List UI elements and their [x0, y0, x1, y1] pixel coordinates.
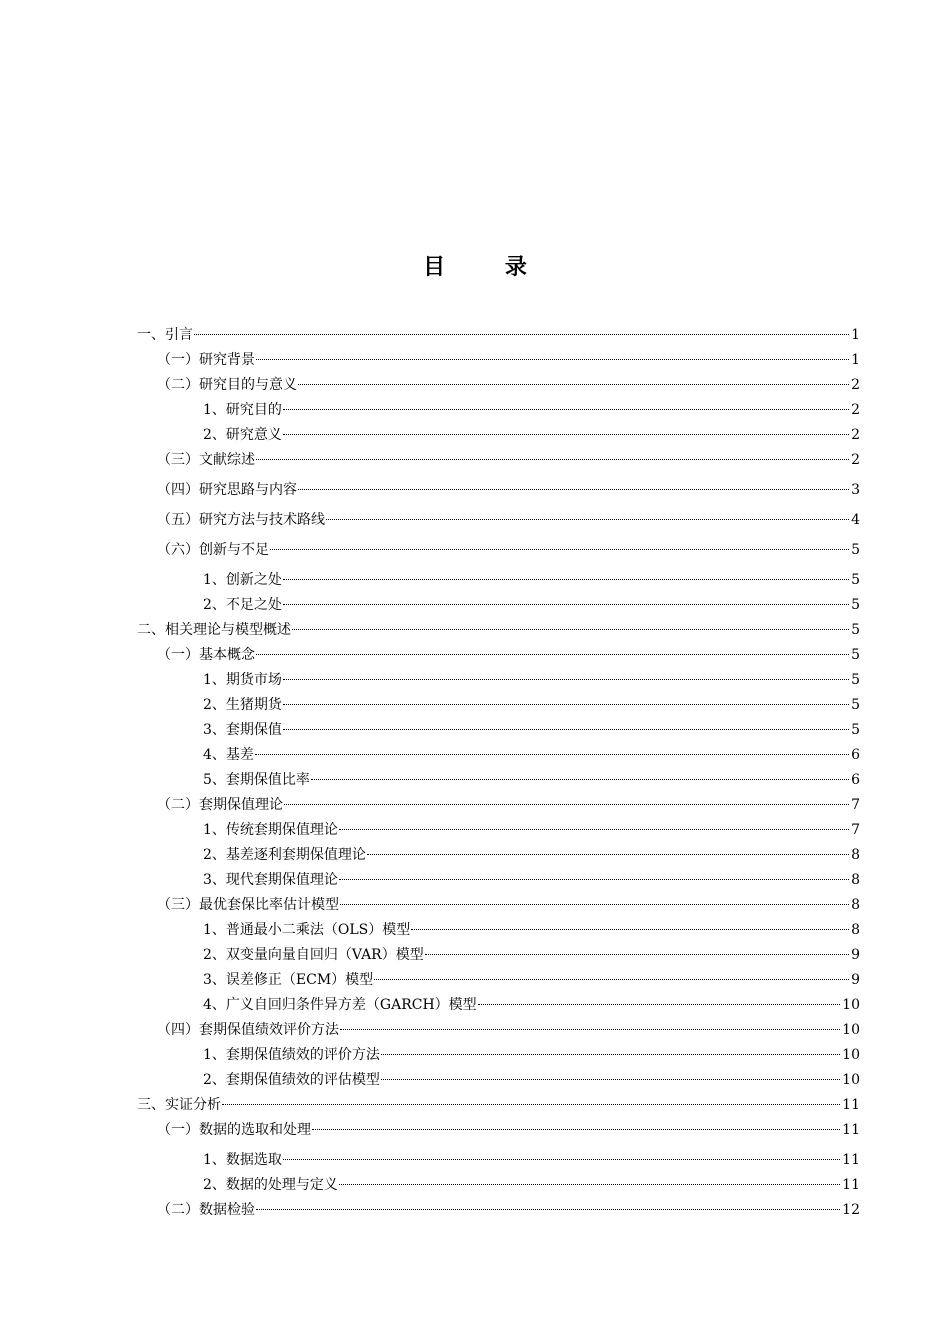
- dot-leader: [284, 803, 849, 805]
- toc-entry-page-number: 11: [842, 1177, 860, 1193]
- dot-leader: [283, 728, 849, 730]
- toc-entry[interactable]: [203, 1071, 860, 1089]
- toc-entry-label: 2、研究意义: [203, 427, 282, 443]
- toc-entry-label: 1、创新之处: [203, 572, 282, 588]
- toc-entry[interactable]: [203, 746, 860, 764]
- dot-leader: [256, 358, 849, 360]
- toc-entry-label: （六）创新与不足: [157, 542, 269, 558]
- toc-entry[interactable]: [157, 896, 860, 914]
- toc-entry-page-number: 8: [851, 872, 860, 888]
- dot-leader: [311, 778, 849, 780]
- dot-leader: [283, 603, 849, 605]
- toc-entry[interactable]: [157, 1021, 860, 1039]
- dot-leader: [367, 853, 849, 855]
- toc-entry-label: （四）套期保值绩效评价方法: [157, 1022, 339, 1038]
- toc-entry-label: 2、不足之处: [203, 597, 282, 613]
- toc-entry-label: 二、相关理论与模型概述: [137, 622, 291, 638]
- toc-entry-label: 1、研究目的: [203, 402, 282, 418]
- toc-entry-label: （二）数据检验: [157, 1202, 255, 1218]
- toc-entry-label: （四）研究思路与内容: [157, 482, 297, 498]
- toc-entry[interactable]: [157, 481, 860, 499]
- toc-entry-label: 一、引言: [137, 327, 193, 343]
- toc-entry-label: 2、生猪期货: [203, 697, 282, 713]
- toc-entry-label: 3、现代套期保值理论: [203, 872, 338, 888]
- toc-entry[interactable]: [137, 621, 860, 639]
- toc-entry[interactable]: [203, 596, 860, 614]
- toc-entry-label: 4、基差: [203, 747, 254, 763]
- toc-entry-page-number: 6: [851, 772, 860, 788]
- dot-leader: [222, 1103, 840, 1105]
- toc-entry-label: （二）套期保值理论: [157, 797, 283, 813]
- toc-entry-page-number: 12: [842, 1202, 860, 1218]
- dot-leader: [425, 953, 849, 955]
- toc-entry-page-number: 11: [842, 1152, 860, 1168]
- toc-entry-label: （一）基本概念: [157, 647, 255, 663]
- dot-leader: [255, 753, 849, 755]
- toc-entry-label: （三）文献综述: [157, 452, 255, 468]
- toc-entry-label: 2、基差逐利套期保值理论: [203, 847, 366, 863]
- toc-entry[interactable]: [157, 646, 860, 664]
- toc-entry-page-number: 8: [851, 847, 860, 863]
- dot-leader: [283, 703, 849, 705]
- toc-entry-page-number: 8: [851, 897, 860, 913]
- dot-leader: [340, 903, 849, 905]
- toc-entry[interactable]: [157, 451, 860, 469]
- toc-entry[interactable]: [203, 821, 860, 839]
- toc-entry-label: 3、套期保值: [203, 722, 282, 738]
- toc-entry[interactable]: [157, 541, 860, 559]
- toc-entry[interactable]: [203, 1151, 860, 1169]
- toc-entry-page-number: 5: [851, 572, 860, 588]
- toc-entry-label: 2、数据的处理与定义: [203, 1177, 338, 1193]
- toc-entry[interactable]: [203, 401, 860, 419]
- toc-entry[interactable]: [203, 1046, 860, 1064]
- dot-leader: [270, 548, 849, 550]
- toc-entry[interactable]: [203, 1176, 860, 1194]
- dot-leader: [339, 1183, 840, 1185]
- toc-entry-page-number: 2: [851, 427, 860, 443]
- dot-leader: [326, 518, 849, 520]
- toc-entry[interactable]: [203, 996, 860, 1014]
- toc-entry[interactable]: [157, 1201, 860, 1219]
- toc-entry[interactable]: [203, 426, 860, 444]
- toc-entry-label: 1、普通最小二乘法（OLS）模型: [203, 922, 411, 938]
- dot-leader: [283, 578, 849, 580]
- dot-leader: [298, 488, 849, 490]
- dot-leader: [340, 1028, 840, 1030]
- toc-entry-page-number: 10: [842, 997, 860, 1013]
- dot-leader: [478, 1003, 841, 1005]
- toc-entry-page-number: 2: [851, 402, 860, 418]
- dot-leader: [339, 878, 849, 880]
- toc-entry-page-number: 7: [851, 797, 860, 813]
- dot-leader: [283, 433, 849, 435]
- toc-entry[interactable]: [157, 351, 860, 369]
- toc-entry-page-number: 5: [851, 597, 860, 613]
- dot-leader: [256, 458, 849, 460]
- toc-entry-page-number: 9: [851, 947, 860, 963]
- toc-entry[interactable]: [203, 671, 860, 689]
- toc-entry-page-number: 8: [851, 922, 860, 938]
- toc-entry-page-number: 5: [851, 697, 860, 713]
- toc-entry[interactable]: [203, 696, 860, 714]
- dot-leader: [256, 1208, 840, 1210]
- toc-entry-label: （一）研究背景: [157, 352, 255, 368]
- toc-entry[interactable]: [203, 871, 860, 889]
- dot-leader: [381, 1053, 840, 1055]
- toc-entry-label: （一）数据的选取和处理: [157, 1122, 311, 1138]
- toc-entry-label: （三）最优套保比率估计模型: [157, 897, 339, 913]
- toc-entry-label: 1、期货市场: [203, 672, 282, 688]
- toc-entry-page-number: 1: [851, 327, 860, 343]
- toc-entry[interactable]: [203, 846, 860, 864]
- toc-entry-label: 2、双变量向量自回归（VAR）模型: [203, 947, 424, 963]
- page-title: 目 录: [423, 254, 553, 280]
- toc-entry-label: 1、套期保值绩效的评价方法: [203, 1047, 380, 1063]
- toc-entry-page-number: 5: [851, 542, 860, 558]
- toc-entry-page-number: 5: [851, 722, 860, 738]
- toc-entry-page-number: 3: [851, 482, 860, 498]
- toc-entry-page-number: 1: [851, 352, 860, 368]
- toc-entry[interactable]: [137, 1096, 860, 1114]
- dot-leader: [381, 1078, 840, 1080]
- toc-entry[interactable]: [157, 511, 860, 529]
- dot-leader: [292, 628, 849, 630]
- toc-entry[interactable]: [203, 771, 860, 789]
- toc-entry-page-number: 5: [851, 672, 860, 688]
- dot-leader: [283, 1158, 840, 1160]
- toc-entry-page-number: 2: [851, 377, 860, 393]
- toc-entry-label: 4、广义自回归条件异方差（GARCH）模型: [203, 997, 477, 1013]
- toc-entry-page-number: 5: [851, 622, 860, 638]
- toc-entry-label: 3、误差修正（ECM）模型: [203, 972, 374, 988]
- toc-entry-page-number: 10: [842, 1047, 860, 1063]
- toc-entry[interactable]: [203, 971, 860, 989]
- dot-leader: [256, 653, 849, 655]
- toc-entry-label: 1、传统套期保值理论: [203, 822, 338, 838]
- toc-entry-page-number: 2: [851, 452, 860, 468]
- toc-entry-label: 三、实证分析: [137, 1097, 221, 1113]
- toc-entry[interactable]: [203, 921, 860, 939]
- toc-entry[interactable]: [157, 376, 860, 394]
- toc-entry-page-number: 11: [842, 1097, 860, 1113]
- toc-entry-label: （二）研究目的与意义: [157, 377, 297, 393]
- toc-entry-label: 2、套期保值绩效的评估模型: [203, 1072, 380, 1088]
- toc-entry-page-number: 9: [851, 972, 860, 988]
- toc-entry-page-number: 6: [851, 747, 860, 763]
- toc-entry-page-number: 10: [842, 1072, 860, 1088]
- dot-leader: [411, 928, 849, 930]
- toc-entry-page-number: 5: [851, 647, 860, 663]
- toc-entry-label: 5、套期保值比率: [203, 772, 310, 788]
- toc-entry-label: （五）研究方法与技术路线: [157, 512, 325, 528]
- toc-entry-page-number: 11: [842, 1122, 860, 1138]
- dot-leader: [283, 408, 849, 410]
- toc-entry-page-number: 10: [842, 1022, 860, 1038]
- dot-leader: [298, 383, 849, 385]
- toc-entry-label: 1、数据选取: [203, 1152, 282, 1168]
- dot-leader: [312, 1128, 840, 1130]
- dot-leader: [374, 978, 849, 980]
- dot-leader: [283, 678, 849, 680]
- toc-entry[interactable]: [157, 796, 860, 814]
- toc-entry-page-number: 7: [851, 822, 860, 838]
- toc-entry[interactable]: [203, 946, 860, 964]
- toc-entry[interactable]: [137, 326, 860, 344]
- toc-entry[interactable]: [157, 1121, 860, 1139]
- toc-entry-page-number: 4: [851, 512, 860, 528]
- dot-leader: [339, 828, 849, 830]
- toc-entry[interactable]: [203, 721, 860, 739]
- toc-entry[interactable]: [203, 571, 860, 589]
- dot-leader: [194, 333, 849, 335]
